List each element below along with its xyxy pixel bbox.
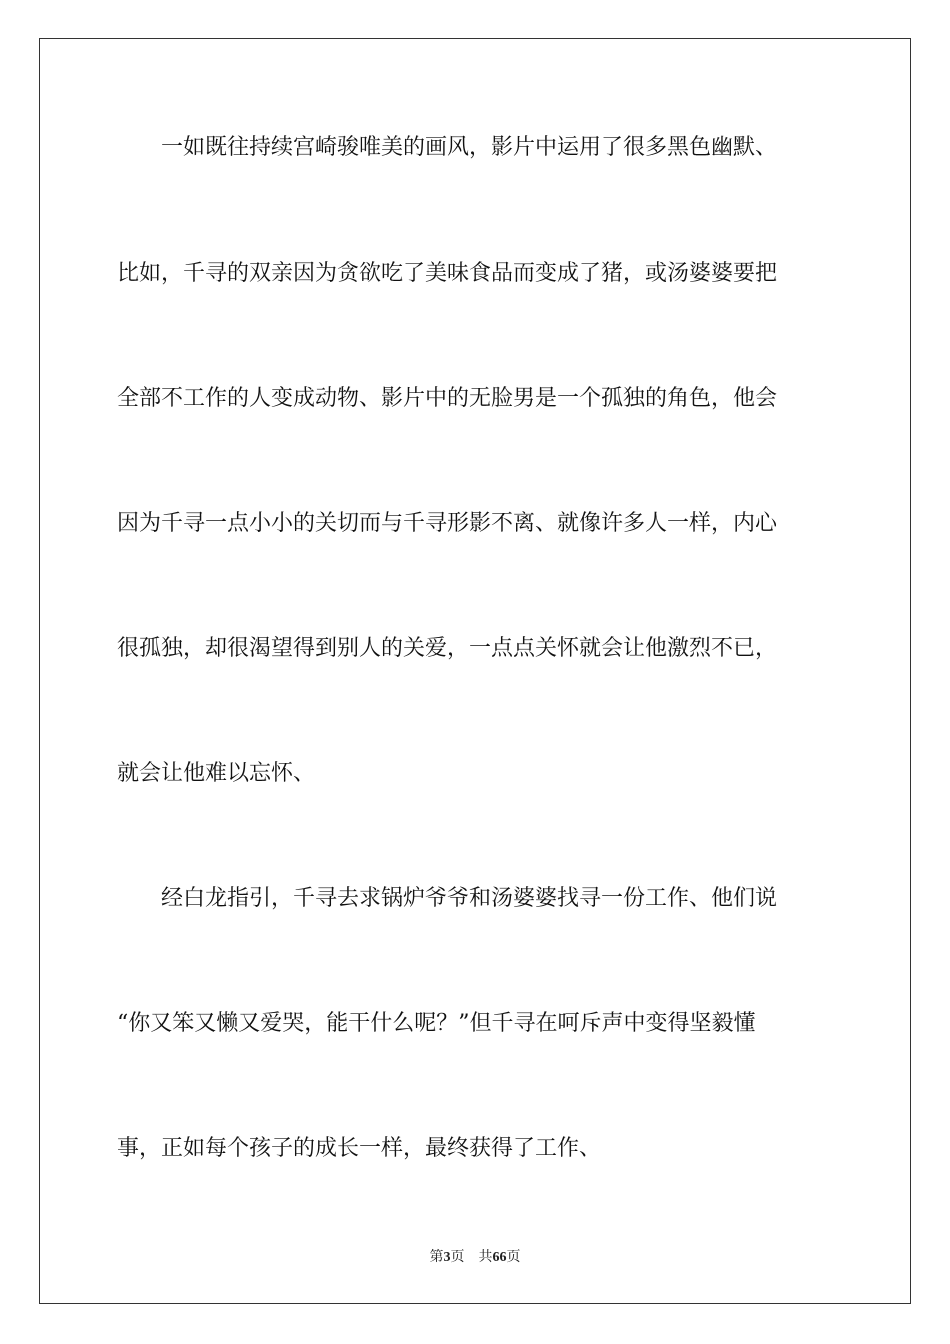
paragraph-line-4: 因为千寻一点小小的关切而与千寻形影不离、就像许多人一样，内心 <box>117 511 778 536</box>
page-number: 3 <box>443 1250 451 1265</box>
paragraph-line-5: 很孤独，却很渴望得到别人的关爱，一点点关怀就会让他激烈不已， <box>117 636 778 661</box>
paragraph-line-8: “你又笨又懒又爱哭，能干什么呢？”但千寻在呵斥声中变得坚毅懂 <box>117 1011 756 1036</box>
paragraph-line-7: 经白龙指引，千寻去求锅炉爷爷和汤婆婆找寻一份工作、他们说 <box>117 886 778 911</box>
paragraph-line-9: 事，正如每个孩子的成长一样，最终获得了工作、 <box>117 1136 602 1161</box>
paragraph-line-2: 比如，千寻的双亲因为贪欲吃了美味食品而变成了猪，或汤婆婆要把 <box>117 261 778 286</box>
paragraph-line-3: 全部不工作的人变成动物、影片中的无脸男是一个孤独的角色，他会 <box>117 386 778 411</box>
page-prefix: 第 <box>429 1250 444 1265</box>
paragraph-line-6: 就会让他难以忘怀、 <box>117 761 316 786</box>
total-suffix: 页 <box>506 1250 521 1265</box>
page-footer <box>0 1246 950 1266</box>
page-border <box>39 38 911 1304</box>
page-suffix: 页 <box>450 1250 465 1265</box>
total-prefix: 共 <box>478 1250 493 1265</box>
paragraph-line-1: 一如既往持续宫崎骏唯美的画风，影片中运用了很多黑色幽默、 <box>117 135 778 160</box>
total-pages: 66 <box>492 1250 507 1265</box>
